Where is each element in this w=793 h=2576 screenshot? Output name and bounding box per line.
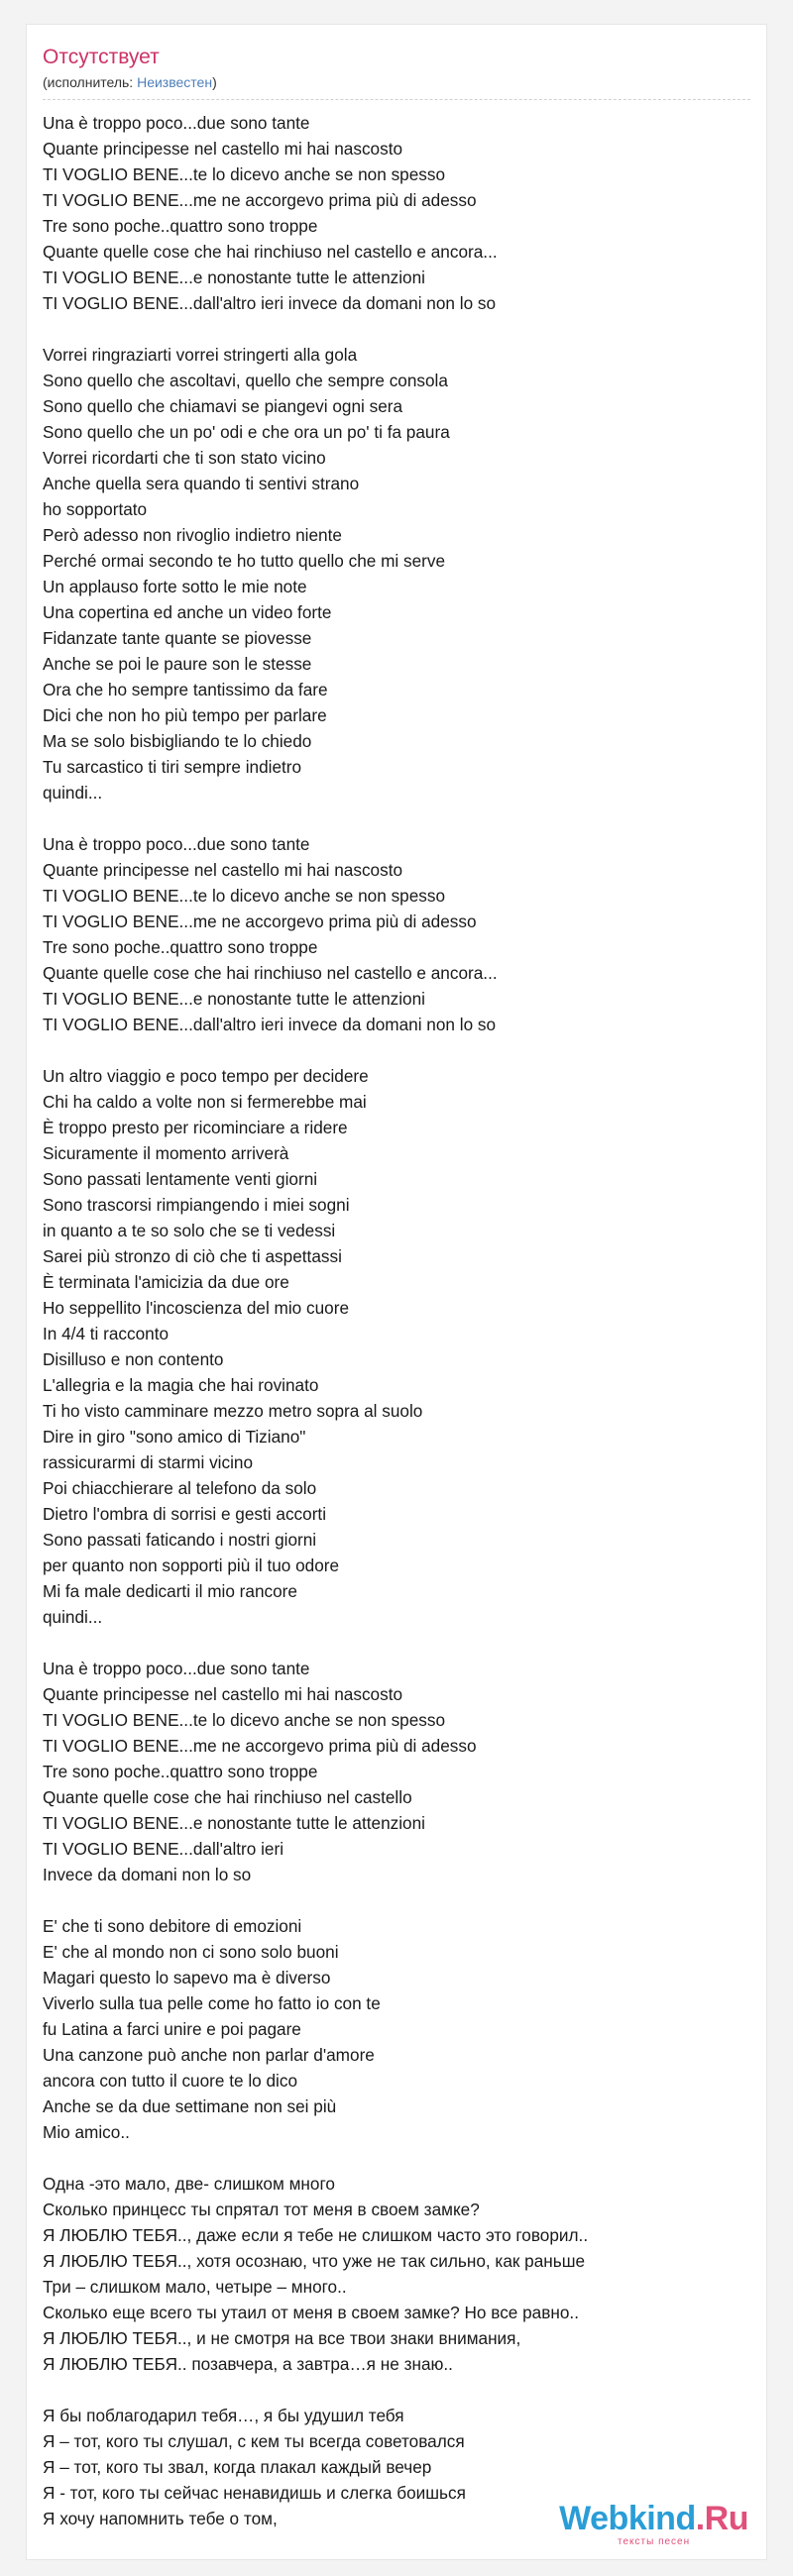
lyric-line: Я ЛЮБЛЮ ТЕБЯ.., даже если я тебе не слишком часто это говорил..: [43, 2225, 589, 2245]
artist-line: [43, 73, 766, 91]
lyric-line: Sono passati lentamente venti giorni: [43, 1169, 318, 1189]
lyric-line: Я – тот, кого ты звал, когда плакал каждый вечер: [43, 2457, 432, 2477]
lyric-line: TI VOGLIO BENE...dall'altro ieri: [43, 1839, 284, 1859]
lyric-line: Dietro l'ombra di sorrisi e gesti accorti: [43, 1504, 327, 1524]
lyric-line: Я - тот, кого ты сейчас ненавидишь и слегка боишься: [43, 2483, 466, 2503]
lyric-line: Poi chiacchierare al telefono da solo: [43, 1478, 317, 1498]
lyric-line: quindi...: [43, 1607, 103, 1627]
artist-link[interactable]: Неизвестен: [137, 74, 213, 90]
lyric-line: Una è troppo poco...due sono tante: [43, 834, 310, 854]
lyrics-stanza: [43, 342, 766, 805]
lyric-line: Quante quelle cose che hai rinchiuso nel castello e ancora...: [43, 242, 498, 262]
lyric-line: ancora con tutto il cuore te lo dico: [43, 2071, 298, 2091]
lyrics-stanza: [43, 831, 766, 1037]
lyric-line: fu Latina a farci unire e poi pagare: [43, 2019, 301, 2039]
lyric-line: Я хочу напомнить тебе о том,: [43, 2509, 278, 2528]
lyric-line: E' che al mondo non ci sono solo buoni: [43, 1942, 339, 1962]
lyric-line: Sono trascorsi rimpiangendo i miei sogni: [43, 1195, 350, 1215]
lyric-line: Invece da domani non lo so: [43, 1865, 252, 1884]
lyric-line: Perché ormai secondo te ho tutto quello che mi serve: [43, 551, 446, 571]
lyric-line: Quante quelle cose che hai rinchiuso nel castello: [43, 1787, 412, 1807]
lyric-line: Mio amico..: [43, 2122, 130, 2142]
artist-suffix: ): [212, 74, 217, 90]
lyric-line: rassicurarmi di starmi vicino: [43, 1452, 254, 1472]
lyric-line: Tu sarcastico ti tiri sempre indietro: [43, 757, 302, 777]
lyric-line: quindi...: [43, 783, 103, 803]
lyric-line: In 4/4 ti racconto: [43, 1324, 170, 1343]
lyric-line: Sono quello che un po' odi e che ora un po' ti fa paura: [43, 422, 450, 442]
lyric-line: Mi fa male dedicarti il mio rancore: [43, 1581, 297, 1601]
lyric-line: Tre sono poche..quattro sono troppe: [43, 937, 318, 957]
lyric-line: Un altro viaggio e poco tempo per decidere: [43, 1066, 369, 1086]
lyric-line: Dire in giro "sono amico di Tiziano": [43, 1427, 306, 1447]
lyric-line: Я ЛЮБЛЮ ТЕБЯ.., хотя осознаю, что уже не так сильно, как раньше: [43, 2251, 586, 2271]
lyric-line: Dici che non ho più tempo per parlare: [43, 705, 327, 725]
lyric-line: Tre sono poche..quattro sono troppe: [43, 216, 318, 236]
lyrics-card: [26, 24, 767, 2560]
lyric-line: Sarei più stronzo di ciò che ti aspettassi: [43, 1246, 342, 1266]
artist-prefix: (исполнитель:: [43, 74, 138, 90]
lyric-line: Sono passati faticando i nostri giorni: [43, 1530, 317, 1550]
lyric-line: Sicuramente il momento arriverà: [43, 1143, 289, 1163]
lyrics-body: [27, 100, 766, 2531]
lyric-line: Un applauso forte sotto le mie note: [43, 577, 307, 596]
lyric-line: per quanto non sopporti più il tuo odore: [43, 1556, 340, 1575]
lyric-line: Quante principesse nel castello mi hai nascosto: [43, 860, 403, 880]
lyrics-stanza: [43, 2171, 766, 2377]
logo-tagline: тексты песен: [618, 2536, 691, 2547]
lyric-line: Anche se poi le paure son le stesse: [43, 654, 312, 674]
song-title: Отсутствует: [43, 46, 160, 68]
lyric-line: Ma se solo bisbigliando te lo chiedo: [43, 731, 312, 751]
lyric-line: Сколько принцесс ты спрятал тот меня в своем замке?: [43, 2200, 480, 2219]
lyric-line: ho sopportato: [43, 499, 148, 519]
lyric-line: Ho seppellito l'incoscienza del mio cuore: [43, 1298, 349, 1318]
lyric-line: Anche quella sera quando ti sentivi strano: [43, 474, 360, 493]
lyric-line: Fidanzate tante quante se piovesse: [43, 628, 312, 648]
lyric-line: TI VOGLIO BENE...me ne accorgevo prima più di adesso: [43, 190, 477, 210]
site-logo[interactable]: [559, 2502, 748, 2547]
lyric-line: Una copertina ed anche un video forte: [43, 602, 332, 622]
lyric-line: Vorrei ricordarti che ti son stato vicino: [43, 448, 326, 468]
lyric-line: Sono quello che ascoltavi, quello che sempre consola: [43, 371, 448, 390]
lyric-line: Però adesso non rivoglio indietro niente: [43, 525, 342, 545]
lyric-line: TI VOGLIO BENE...dall'altro ieri invece da domani non lo so: [43, 293, 497, 313]
lyric-line: Ti ho visto camminare mezzo metro sopra al suolo: [43, 1401, 423, 1421]
logo-wordmark: [559, 2502, 748, 2535]
lyric-line: Chi ha caldo a volte non si fermerebbe mai: [43, 1092, 367, 1112]
lyric-line: Vorrei ringraziarti vorrei stringerti alla gola: [43, 345, 358, 365]
lyric-line: TI VOGLIO BENE...te lo dicevo anche se non spesso: [43, 1710, 446, 1730]
lyric-line: Я бы поблагодарил тебя…, я бы удушил тебя: [43, 2406, 404, 2425]
lyric-line: TI VOGLIO BENE...te lo dicevo anche se non spesso: [43, 164, 446, 184]
lyric-line: TI VOGLIO BENE...me ne accorgevo prima più di adesso: [43, 1736, 477, 1756]
lyric-line: Sono quello che chiamavi se piangevi ogni sera: [43, 396, 403, 416]
lyrics-stanza: [43, 110, 766, 316]
lyric-line: in quanto a te so solo che se ti vedessi: [43, 1221, 336, 1240]
lyric-line: TI VOGLIO BENE...e nonostante tutte le attenzioni: [43, 268, 425, 287]
lyric-line: TI VOGLIO BENE...e nonostante tutte le attenzioni: [43, 1813, 425, 1833]
logo-name: Webkind: [559, 2500, 696, 2537]
lyric-line: TI VOGLIO BENE...dall'altro ieri invece da domani non lo so: [43, 1015, 497, 1034]
lyrics-stanza: [43, 1063, 766, 1630]
lyric-line: Я – тот, кого ты слушал, с кем ты всегда советовался: [43, 2431, 465, 2451]
lyric-line: Una è troppo poco...due sono tante: [43, 1659, 310, 1678]
lyric-line: TI VOGLIO BENE...me ne accorgevo prima più di adesso: [43, 912, 477, 931]
logo-tld: .Ru: [695, 2500, 748, 2537]
lyrics-stanza: [43, 1656, 766, 1887]
lyric-line: È terminata l'amicizia da due ore: [43, 1272, 289, 1292]
lyric-line: Tre sono poche..quattro sono troppe: [43, 1762, 318, 1781]
lyric-line: L'allegria e la magia che hai rovinato: [43, 1375, 319, 1395]
lyric-line: Una canzone può anche non parlar d'amore: [43, 2045, 375, 2065]
lyric-line: Anche se da due settimane non sei più: [43, 2096, 337, 2116]
lyric-line: Disilluso e non contento: [43, 1349, 224, 1369]
lyric-line: È troppo presto per ricominciare a ridere: [43, 1118, 348, 1137]
lyric-line: Три – слишком мало, четыре – много..: [43, 2277, 347, 2297]
song-header: [27, 25, 766, 91]
lyrics-stanza: [43, 1913, 766, 2145]
lyric-line: Я ЛЮБЛЮ ТЕБЯ.. позавчера, а завтра…я не знаю..: [43, 2354, 453, 2374]
lyric-line: Quante quelle cose che hai rinchiuso nel castello e ancora...: [43, 963, 498, 983]
lyric-line: Quante principesse nel castello mi hai nascosto: [43, 1684, 403, 1704]
lyric-line: Viverlo sulla tua pelle come ho fatto io con te: [43, 1993, 381, 2013]
lyric-line: Ora che ho sempre tantissimo da fare: [43, 680, 328, 699]
lyric-line: Una è troppo poco...due sono tante: [43, 113, 310, 133]
lyric-line: Magari questo lo sapevo ma è diverso: [43, 1968, 331, 1987]
lyric-line: TI VOGLIO BENE...te lo dicevo anche se non spesso: [43, 886, 446, 906]
lyric-line: E' che ti sono debitore di emozioni: [43, 1916, 302, 1936]
lyric-line: Сколько еще всего ты утаил от меня в своем замке? Но все равно..: [43, 2303, 579, 2322]
lyric-line: Одна -это мало, две- слишком много: [43, 2174, 335, 2194]
lyric-line: Я ЛЮБЛЮ ТЕБЯ.., и не смотря на все твои знаки внимания,: [43, 2328, 521, 2348]
lyric-line: TI VOGLIO BENE...e nonostante tutte le attenzioni: [43, 989, 425, 1009]
lyric-line: Quante principesse nel castello mi hai nascosto: [43, 139, 403, 159]
